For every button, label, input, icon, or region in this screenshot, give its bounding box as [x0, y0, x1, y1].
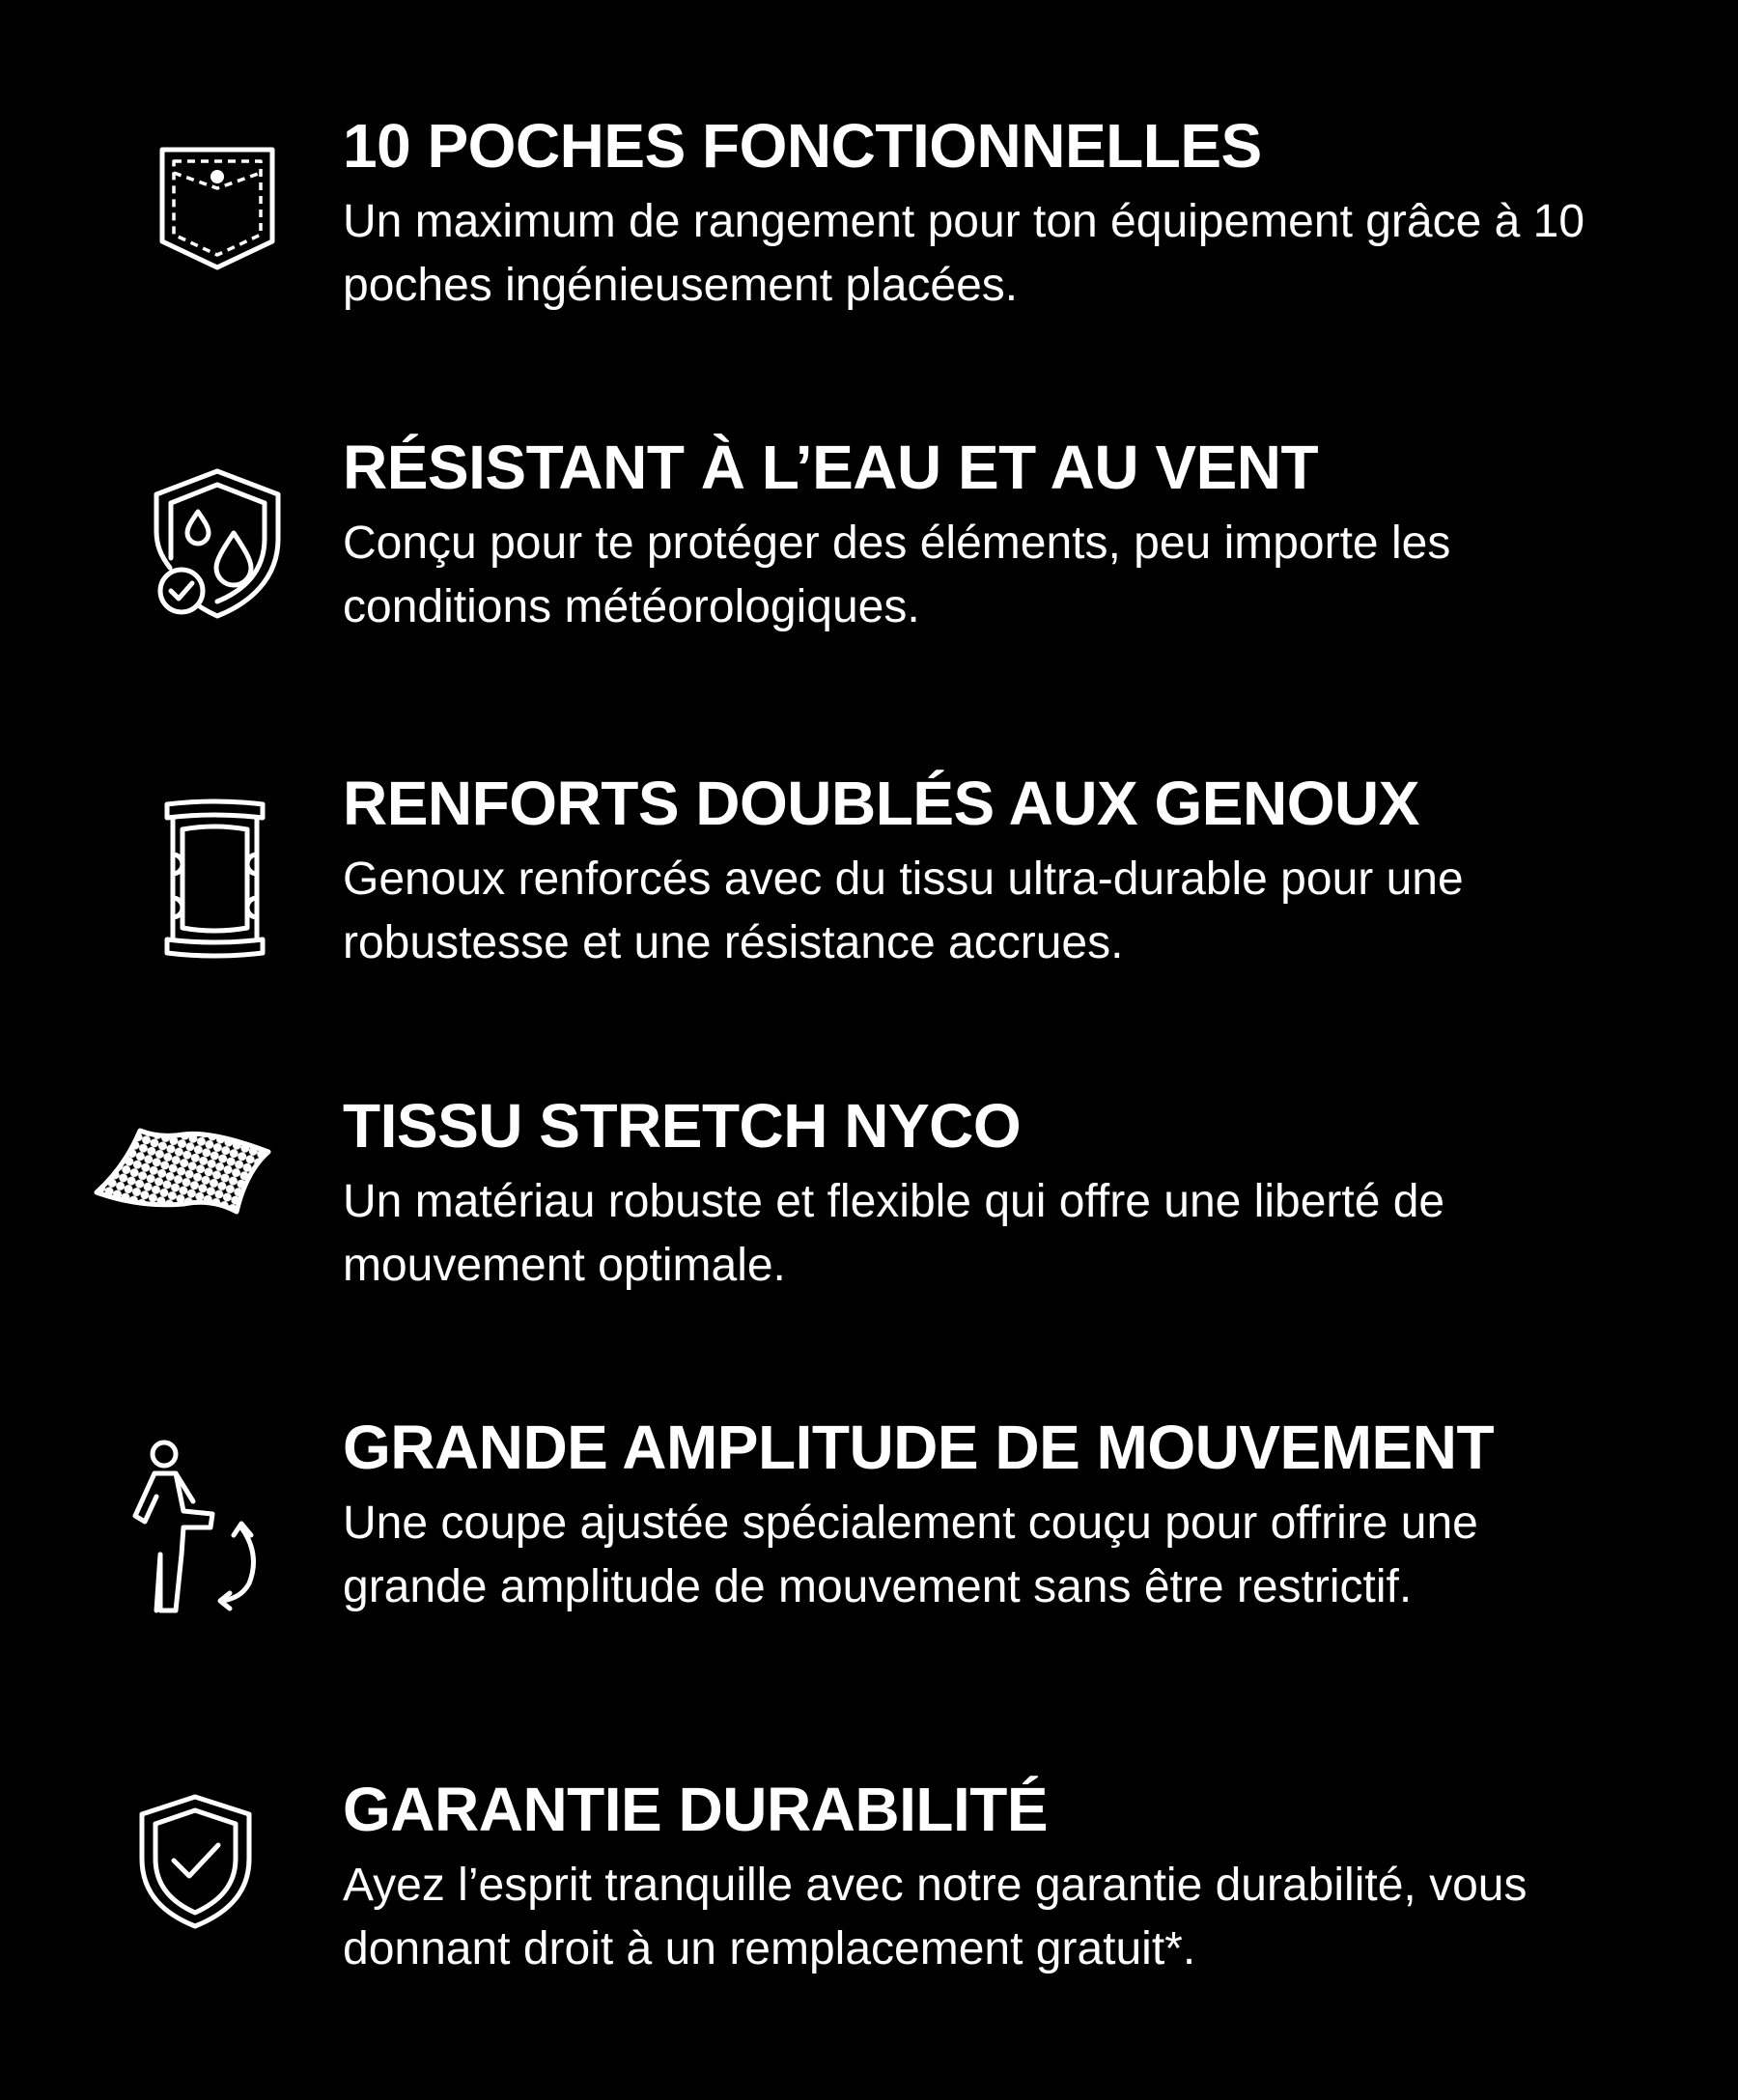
feature-description: Un matériau robuste et flexible qui offre une liberté de mouvement optimale. [343, 1176, 1445, 1291]
feature-description: Conçu pour te protéger des éléments, peu importe les conditions météorologiques. [343, 518, 1451, 632]
pocket-icon [145, 140, 290, 275]
feature-title: 10 POCHES FONCTIONNELLES [343, 111, 1262, 181]
feature-description: Une coupe ajustée spécialement couçu pour offrire une grande amplitude de mouvement sans être restrictif. [343, 1498, 1478, 1612]
feature-title: GARANTIE DURABILITÉ [343, 1775, 1049, 1844]
feature-description: Ayez l’esprit tranquille avec notre garantie durabilité, vous donnant droit à un remplacement gratuit*. [343, 1860, 1528, 1974]
water-shield-icon [145, 463, 290, 623]
feature-title: GRANDE AMPLITUDE DE MOUVEMENT [343, 1413, 1495, 1482]
movement-icon [126, 1439, 266, 1617]
feature-title: RÉSISTANT À L’EAU ET AU VENT [343, 433, 1319, 502]
feature-title: RENFORTS DOUBLÉS AUX GENOUX [343, 769, 1419, 838]
knee-patch-icon [159, 797, 270, 961]
fabric-icon [92, 1125, 275, 1221]
feature-description: Genoux renforcés avec du tissu ultra-durable pour une robustesse et une résistance accrues. [343, 854, 1464, 968]
feature-description: Un maximum de rangement pour ton équipement grâce à 10 poches ingénieusement placées. [343, 196, 1585, 311]
shield-check-icon [135, 1791, 256, 1931]
feature-title: TISSU STRETCH NYCO [343, 1091, 1022, 1161]
